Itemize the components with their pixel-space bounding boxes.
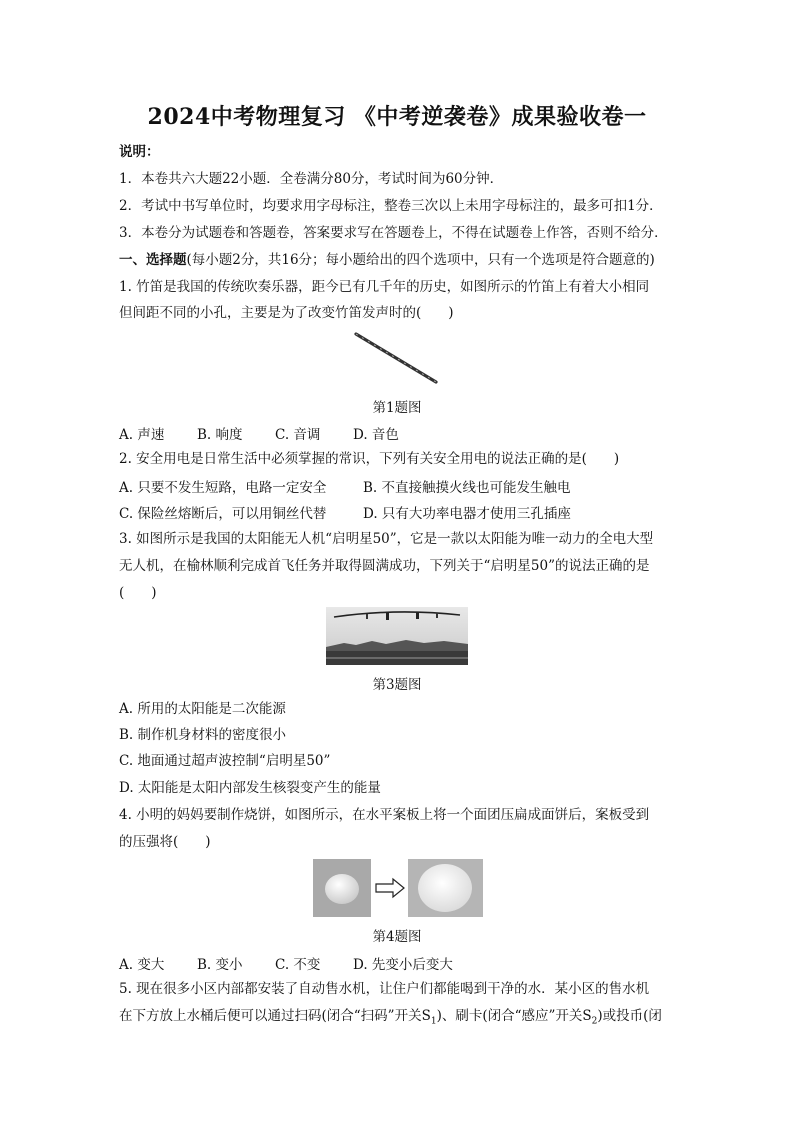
q5-text-part-3: )或投币(闭 [597,1008,662,1024]
q4-options [119,953,453,973]
flute-figure [350,328,442,388]
q4-option-b: B. 变小 [197,957,243,973]
q5-stem-line-2 [119,1007,662,1031]
q2-option-d: D. 只有大功率电器才使用三孔插座 [363,506,571,522]
notes-header: 说明： [119,144,160,160]
q2-options-row-2 [119,502,571,522]
q1-stem-line-1: 1. 竹笛是我国的传统吹奏乐器，距今已有几千年的历史，如图所示的竹笛上有着大小相同 [119,279,650,295]
q3-stem-line-3: ( ) [119,585,157,601]
q4-stem-line-1: 4. 小明的妈妈要制作烧饼，如图所示，在水平案板上将一个面团压扁成面饼后，案板受到 [119,807,650,823]
q1-option-b: B. 响度 [197,427,243,443]
figure-1-caption: 第1题图 [372,400,422,416]
q3-stem-line-1: 3. 如图所示是我国的太阳能无人机“启明星50”，它是一款以太阳能为唯一动力的全电大型 [119,531,654,547]
q3-option-b: B. 制作机身材料的密度很小 [119,727,287,743]
q1-stem-line-2: 但间距不同的小孔，主要是为了改变竹笛发声时的( ) [119,305,454,321]
q3-option-d: D. 太阳能是太阳内部发生核裂变产生的能量 [119,780,381,796]
section-1-description: (每小题2分，共16分；每小题给出的四个选项中，只有一个选项是符合题意的) [186,252,655,268]
q1-options [119,423,399,443]
q3-stem-line-2: 无人机，在榆林顺利完成首飞任务并取得圆满成功，下列关于“启明星50”的说法正确的是 [119,558,650,574]
note-2: 2．考试中书写单位时，均要求用字母标注，整卷三次以上未用字母标注的，最多可扣1分． [119,198,663,214]
page-title: 2024中考物理复习 《中考逆袭卷》成果验收卷一 [147,104,647,130]
q5-subscript-2: 2 [591,1016,598,1027]
q1-option-d: D. 音色 [353,427,399,443]
section-1-label: 一、选择题 [119,252,187,268]
dough-figure [313,859,483,917]
q2-stem: 2. 安全用电是日常生活中必须掌握的常识，下列有关安全用电的说法正确的是( ) [119,451,620,467]
q2-options-row-1 [119,476,571,496]
q3-option-c: C. 地面通过超声波控制“启明星50” [119,753,331,769]
q1-option-a: A. 声速 [119,427,165,443]
q4-option-c: C. 不变 [275,957,321,973]
q4-option-d: D. 先变小后变大 [353,957,453,973]
note-3: 3．本卷分为试题卷和答题卷，答案要求写在答题卷上，不得在试题卷上作答，否则不给分． [119,225,668,241]
q1-option-c: C. 音调 [275,427,321,443]
solar-drone-photo [326,607,468,665]
q5-subscript-1: 1 [430,1016,437,1027]
q4-option-a: A. 变大 [119,957,165,973]
q5-text-part-1: 在下方放上水桶后便可以通过扫码(闭合“扫码”开关S [119,1008,431,1024]
figure-3-caption: 第3题图 [372,677,422,693]
q2-option-c: C. 保险丝熔断后，可以用铜丝代替 [119,506,327,522]
section-1-heading [119,251,655,269]
q5-text-part-2: )、刷卡(闭合“感应”开关S [436,1008,592,1024]
q5-stem-line-1: 5. 现在很多小区内部都安装了自动售水机，让住户们都能喝到干净的水．某小区的售水机 [119,981,650,997]
q3-option-a: A. 所用的太阳能是二次能源 [119,701,286,717]
q2-option-a: A. 只要不发生短路，电路一定安全 [119,480,327,496]
note-1: 1．本卷共六大题22小题．全卷满分80分，考试时间为60分钟． [119,171,504,187]
q2-option-b: B. 不直接触摸火线也可能发生触电 [363,480,571,496]
figure-4-caption: 第4题图 [372,929,422,945]
q4-stem-line-2: 的压强将( ) [119,834,211,850]
